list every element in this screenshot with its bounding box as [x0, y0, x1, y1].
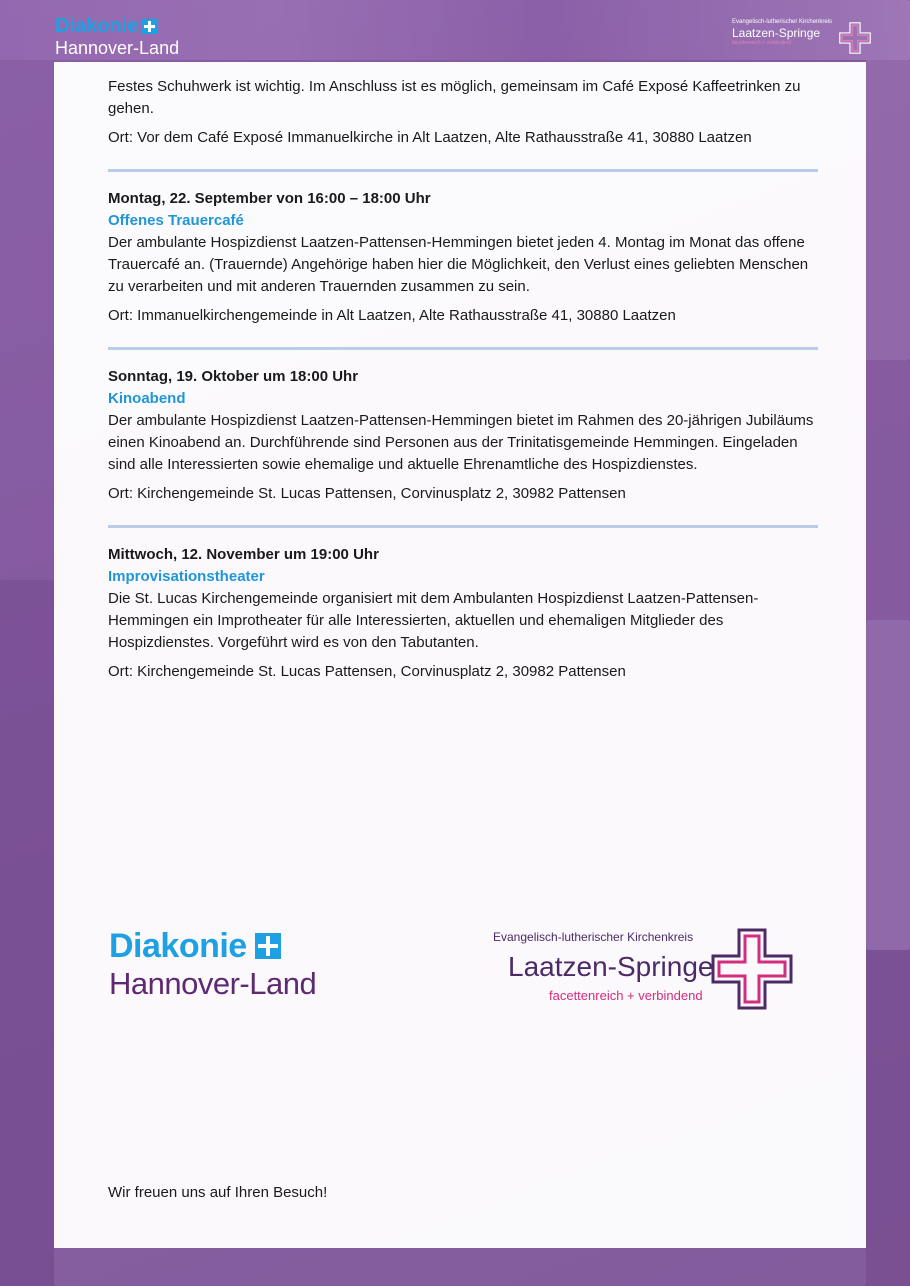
closing-text: Wir freuen uns auf Ihren Besuch! [108, 1184, 328, 1201]
separator [108, 169, 818, 172]
header-diakonie-logo [55, 16, 179, 58]
separator [108, 525, 818, 528]
kirchenkreis-cross-icon [711, 928, 793, 1010]
event-description: Die St. Lucas Kirchengemeinde organisiert mit dem Ambulanten Hospizdienst Laatzen-Pattensen-Hemmingen ein Improtheater für alle Interessierten, aktuellen und ehemaligen Mitglieder des Hospizdienstes. Vorgeführt wird es von den Tabutanten. [108, 590, 759, 651]
event-description: Der ambulante Hospizdienst Laatzen-Pattensen-Hemmingen bietet im Rahmen des 20-jährigen Jubiläums einen Kinoabend an. Durchführende sind Personen aus der Trinitatisgemeinde Hemmingen. Eingeladen sind alle Interessierten sowie ehemalige und aktuelle Ehrenamtliche des Hospizdienstes. [108, 412, 814, 473]
event-location: Ort: Kirchengemeinde St. Lucas Pattensen, Corvinusplatz 2, 30982 Pattensen [108, 663, 626, 680]
event-list [108, 76, 818, 683]
diakonie-cross-icon [142, 19, 157, 34]
event-entry [108, 366, 818, 505]
content-page [54, 62, 866, 1248]
diakonie-cross-icon [255, 933, 281, 959]
kirchenkreis-cross-icon [839, 22, 871, 54]
event-entry [108, 544, 818, 683]
kirchenkreis-tagline: facettenreich + verbindend [549, 988, 703, 1003]
event-title: Kinoabend [108, 390, 186, 407]
intro-location: Ort: Vor dem Café Exposé Immanuelkirche in Alt Laatzen, Alte Rathausstraße 41, 30880 Laatzen [108, 129, 752, 146]
event-location: Ort: Immanuelkirchengemeinde in Alt Laatzen, Alte Rathausstraße 41, 30880 Laatzen [108, 307, 676, 324]
header-kirchenkreis-logo [732, 18, 832, 47]
event-entry [108, 188, 818, 327]
diakonie-region: Hannover-Land [109, 966, 317, 1001]
diakonie-brand: Diakonie [55, 15, 139, 37]
kirchenkreis-tagline: facettenreich + verbindend [732, 40, 792, 46]
kirchenkreis-label: Evangelisch-lutherischer Kirchenkreis [732, 19, 833, 25]
kirchenkreis-label: Evangelisch-lutherischer Kirchenkreis [493, 930, 694, 944]
event-date: Mittwoch, 12. November um 19:00 Uhr [108, 546, 379, 563]
diakonie-brand: Diakonie [109, 927, 247, 965]
event-description: Der ambulante Hospizdienst Laatzen-Pattensen-Hemmingen bietet jeden 4. Montag im Monat das offene Trauercafé an. (Trauernde) Angehörige haben hier die Möglichkeit, den Verlust eines geliebten Menschen zu verarbeiten und mit anderen Trauernden zusammen zu sein. [108, 234, 809, 295]
footer-kirchenkreis-logo [491, 928, 811, 1018]
separator [108, 347, 818, 350]
footer-diakonie-logo [109, 928, 316, 1002]
event-date: Montag, 22. September von 16:00 – 18:00 Uhr [108, 190, 431, 207]
event-title: Improvisationstheater [108, 568, 265, 585]
event-title: Offenes Trauercafé [108, 212, 244, 229]
kirchenkreis-name: Laatzen-Springe [732, 26, 821, 40]
event-date: Sonntag, 19. Oktober um 18:00 Uhr [108, 368, 359, 385]
intro-text: Festes Schuhwerk ist wichtig. Im Anschluss ist es möglich, gemeinsam im Café Exposé Kaffeetrinken zu gehen. [108, 78, 801, 117]
diakonie-region: Hannover-Land [55, 38, 180, 58]
kirchenkreis-name: Laatzen-Springe [508, 951, 714, 982]
event-location: Ort: Kirchengemeinde St. Lucas Pattensen, Corvinusplatz 2, 30982 Pattensen [108, 485, 626, 502]
